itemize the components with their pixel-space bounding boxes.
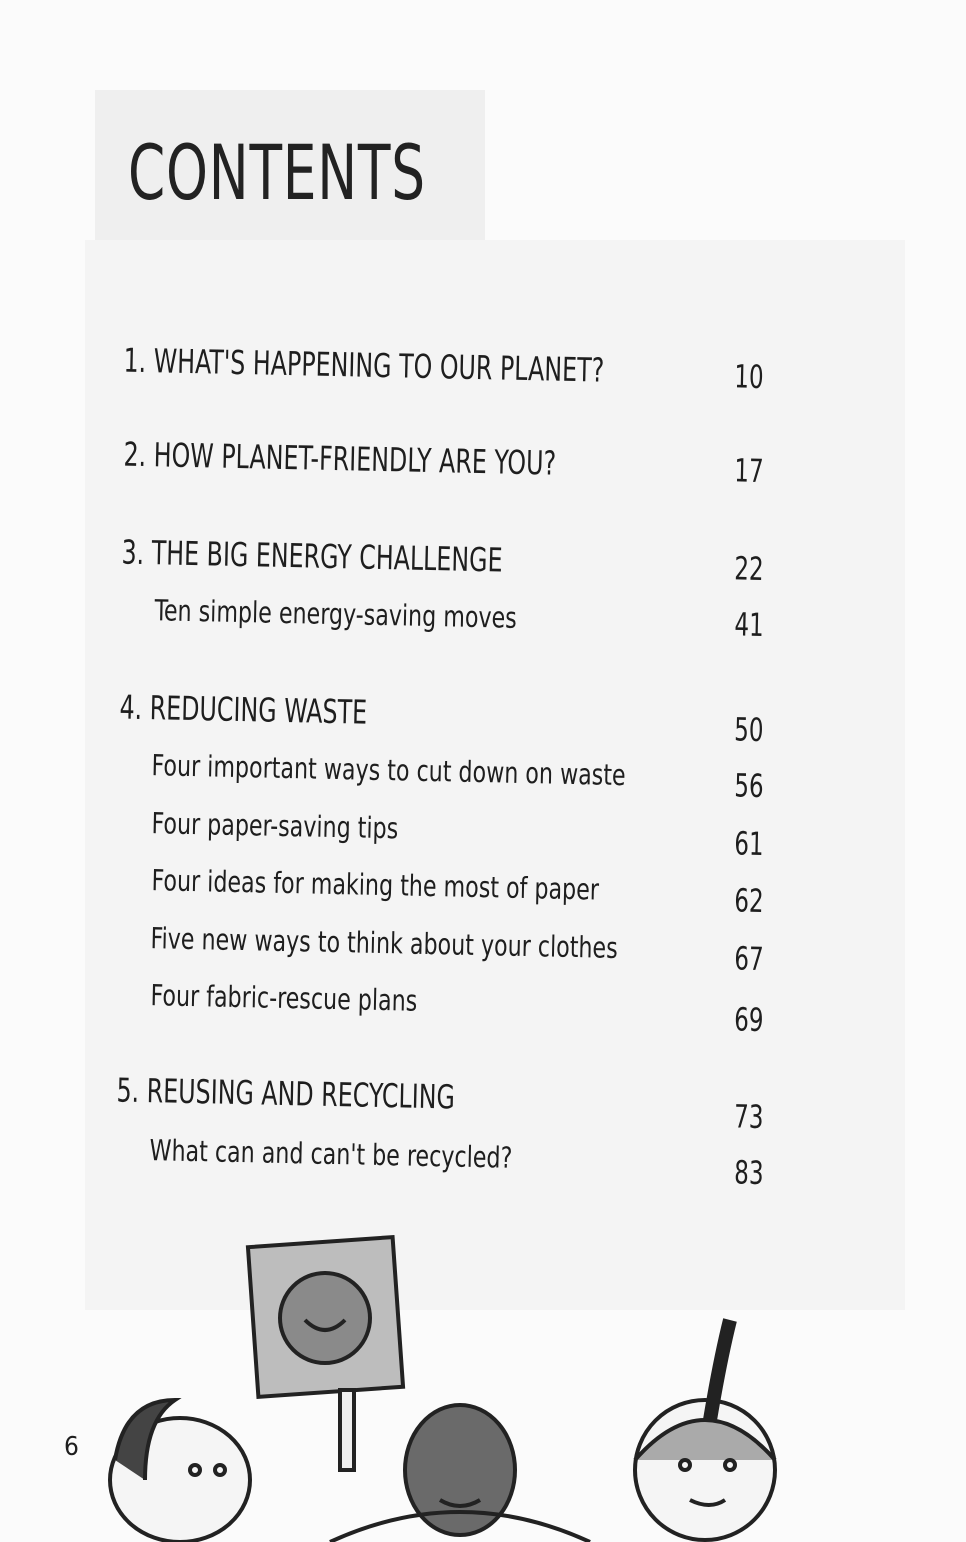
toc-label: 1. WHAT'S HAPPENING TO OUR PLANET? [123, 340, 605, 390]
toc-label: What can and can't be recycled? [149, 1133, 513, 1175]
toc-label: 4. REDUCING WASTE [119, 687, 368, 732]
globe-sign-icon [248, 1237, 403, 1470]
toc-label: 2. HOW PLANET-FRIENDLY ARE YOU? [123, 434, 557, 483]
toc-page: 73 [733, 1097, 764, 1136]
toc-label: 3. THE BIG ENERGY CHALLENGE [121, 532, 503, 580]
toc-page: 10 [733, 357, 765, 396]
toc-label: Five new ways to think about your clothes [150, 921, 619, 965]
toc-label: Ten simple energy-saving moves [154, 593, 518, 635]
toc-page: 17 [733, 451, 765, 490]
toc-label: Four ideas for making the most of paper [151, 863, 600, 907]
toc-page: 22 [733, 549, 765, 588]
toc-label: Four paper-saving tips [151, 806, 399, 846]
toc-label: Four fabric-rescue plans [150, 978, 418, 1018]
child-right-icon [635, 1320, 775, 1540]
toc-page: 61 [733, 824, 765, 863]
toc-page: 56 [733, 766, 765, 805]
child-middle-icon [330, 1405, 590, 1542]
page-number: 6 [64, 1432, 79, 1462]
toc-label: 5. REUSING AND RECYCLING [116, 1070, 456, 1117]
toc-page: 69 [733, 1000, 764, 1039]
toc-page: 67 [733, 939, 765, 978]
toc-label: Four important ways to cut down on waste [151, 748, 627, 793]
toc-page: 83 [733, 1153, 764, 1192]
children-illustration [90, 1230, 810, 1542]
child-left-icon [110, 1400, 250, 1542]
toc-page: 62 [733, 881, 765, 920]
toc-page: 41 [734, 605, 765, 644]
page-title: CONTENTS [128, 128, 426, 217]
toc-page: 50 [733, 710, 764, 749]
